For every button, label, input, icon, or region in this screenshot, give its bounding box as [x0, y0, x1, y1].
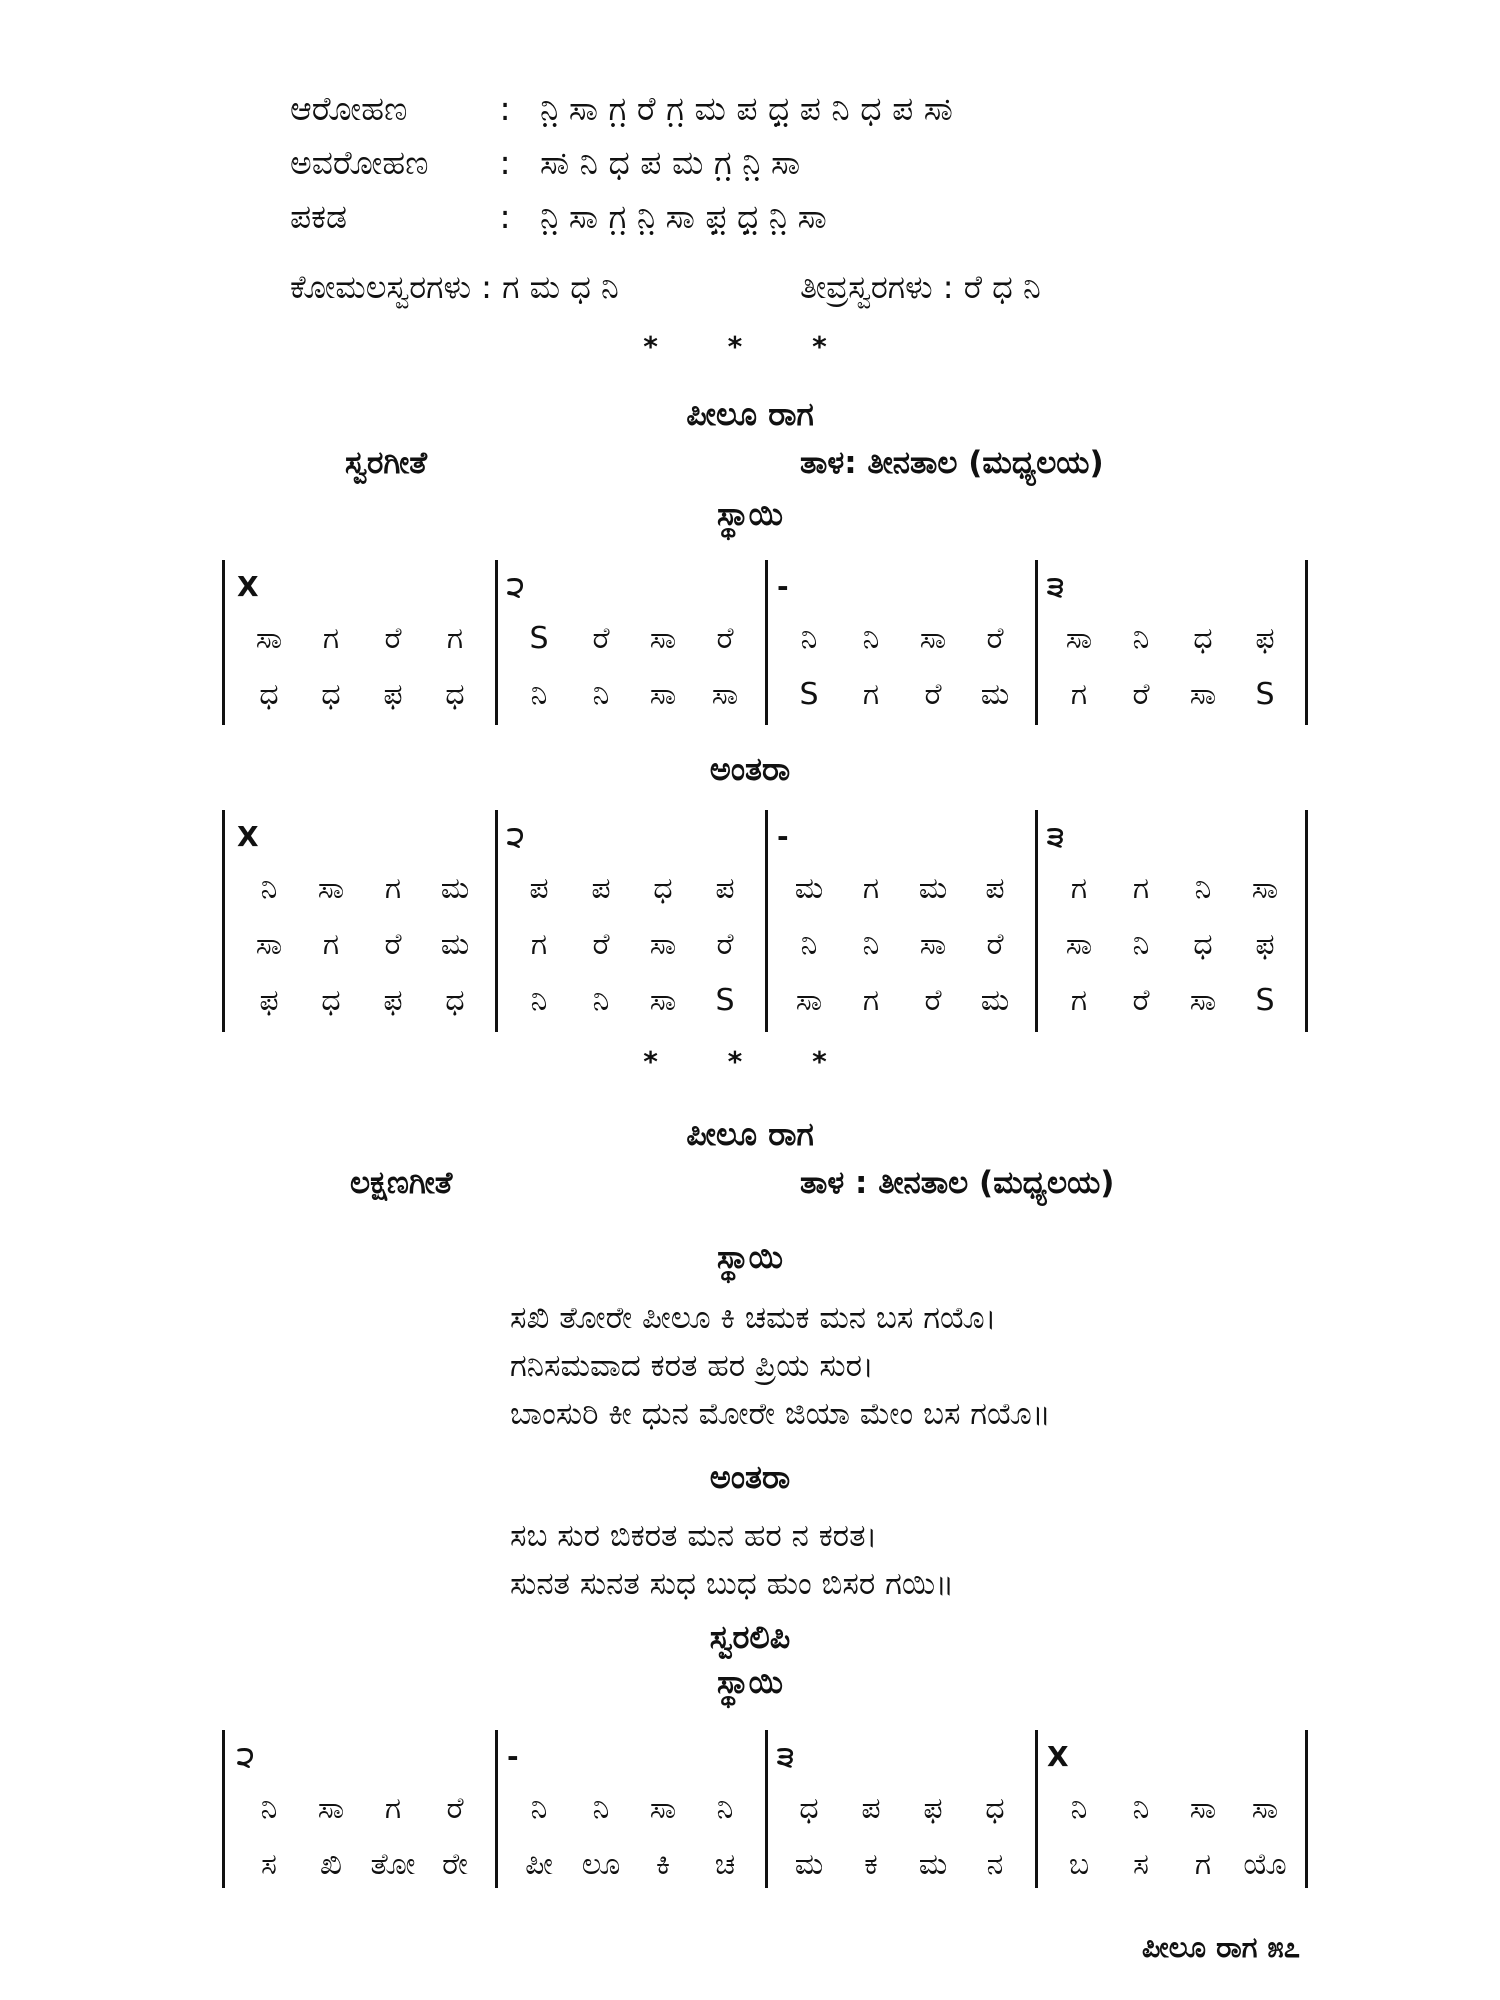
pakad-colon: : [499, 197, 511, 236]
antara-lyric-line-2: ಸುನತ ಸುನತ ಸುಧ ಬುಧ ಹುಂ ಬಿಸರ ಗಯಿ॥ [510, 1566, 955, 1602]
swara-note: ರೆ [716, 927, 734, 962]
swara-note: ಪ [715, 871, 735, 906]
swara-note: ನಿ [592, 677, 610, 712]
swara-note: ಮ [918, 871, 948, 906]
avaroha-row [290, 140, 800, 186]
swara-note: ಪೀ [525, 1847, 553, 1882]
swara-note: S [529, 621, 549, 656]
lakshana-swara-grid [222, 1730, 1308, 1888]
swara-note: ಸ [261, 1847, 277, 1882]
section1-tala: ತಾಳ: ತೀನತಾಲ (ಮಧ್ಯಲಯ) [800, 445, 1104, 481]
swara-note: ಧ [985, 1791, 1005, 1826]
swara-note: S [715, 983, 735, 1018]
swara-note: ನಿ [530, 677, 548, 712]
section1-antara-heading: ಅಂತರಾ [709, 750, 791, 788]
swara-note: ಗ [446, 621, 464, 656]
swara-note: ನಿ [1132, 927, 1150, 962]
swara-note: ರೆ [592, 927, 610, 962]
swara-note: ನಿ [862, 621, 880, 656]
tala-mark: ੩ [1047, 570, 1065, 603]
tala-marks-row [225, 810, 1305, 864]
swara-note: ರೆ [384, 621, 402, 656]
swara-note: ಸಾ [255, 621, 283, 656]
tala-mark: X [1047, 1740, 1069, 1773]
sthayi-lyric-line-3: ಬಾಂಸುರಿ ಕೀ ಧುನ ಮೋರೇ ಜಿಯಾ ಮೇಂ ಬಸ ಗಯೊ॥ [510, 1396, 1051, 1432]
swara-note: ಮ [794, 1847, 824, 1882]
tala-marks-row [225, 1730, 1305, 1784]
section1-title: ಪೀಲೂ ರಾಗ [686, 395, 814, 433]
swara-note: ರೆ [716, 621, 734, 656]
swara-note: ನಿ [1194, 871, 1212, 906]
tala-mark: ੨ [507, 820, 525, 853]
swara-note: ಸಾ [255, 927, 283, 962]
section2-type: ಲಕ್ಷಣಗೀತೆ [350, 1165, 453, 1201]
swara-note: ರೆ [986, 927, 1004, 962]
swara-note: ನಿ [1132, 621, 1150, 656]
swara-note: ನಿ [1070, 1791, 1088, 1826]
swara-note: ಪ [529, 871, 549, 906]
swara-note: ನಿ [260, 871, 278, 906]
tala-mark: - [777, 570, 789, 603]
swara-note: ಕಿ [655, 1847, 671, 1882]
swara-note: ರೆ [446, 1791, 464, 1826]
swara-note: ಸಾ [317, 1791, 345, 1826]
swara-note: ಸಾ [1189, 983, 1217, 1018]
swara-note: ಗ [384, 871, 402, 906]
swara-note: ನಿ [530, 1791, 548, 1826]
page-footer: ಪೀಲೂ ರಾಗ ೫೭ [1141, 1930, 1300, 1964]
pakad-notes: ನಿ಼ ಸಾ ಗ಼ ನಿ಼ ಸಾ ಫ಼ ಧ಼ ನಿ಼ ಸಾ [540, 197, 827, 236]
swara-note: S [1255, 983, 1275, 1018]
swara-note: ಕ [864, 1847, 878, 1882]
swara-note: ಸಾ [919, 927, 947, 962]
notation-row [225, 612, 1305, 666]
swara-note: ಫ [923, 1791, 943, 1826]
swara-note: ಗ [322, 927, 340, 962]
swara-note: ಸಾ [1251, 871, 1279, 906]
swara-note: ಯೊ [1243, 1847, 1287, 1882]
swara-note: ಸಾ [919, 621, 947, 656]
swara-note: ಸಾ [711, 677, 739, 712]
swara-note: ಸಾ [649, 621, 677, 656]
teevra-swaras: ತೀವ್ರಸ್ವರಗಳು : ರೆ ಧ ನಿ [800, 268, 1041, 306]
swara-note: ನಿ [530, 983, 548, 1018]
swara-note: ಮ [980, 677, 1010, 712]
separator-stars-2: * * * [643, 1045, 857, 1078]
antara-swara-grid [222, 810, 1308, 1032]
swara-note: ಪ [985, 871, 1005, 906]
section2-title: ಪೀಲೂ ರಾಗ [686, 1115, 814, 1153]
swara-note: ನಿ [800, 927, 818, 962]
swara-note: ತೋ [370, 1847, 416, 1882]
swara-note: ಚ [714, 1847, 736, 1882]
swara-note: ನಿ [592, 1791, 610, 1826]
swara-note: S [1255, 677, 1275, 712]
swara-note: ಗ [1070, 983, 1088, 1018]
swara-note: ನಿ [800, 621, 818, 656]
swara-note: ಧ [445, 983, 465, 1018]
swara-note: ಫ [383, 983, 403, 1018]
section2-tala: ತಾಳ : ತೀನತಾಲ (ಮಧ್ಯಲಯ) [800, 1165, 1115, 1201]
swara-note: ಸಾ [649, 983, 677, 1018]
swara-note: ಪ [591, 871, 611, 906]
swara-note: ನಿ [260, 1791, 278, 1826]
swara-note: ಗ [322, 621, 340, 656]
section2-sthayi2-heading: ಸ್ಥಾಯಿ [717, 1663, 783, 1701]
avaroha-notes: ಸಾ̇ ನಿ ಧ ಪ ಮ ಗ಼ ನಿ಼ ಸಾ [540, 143, 801, 182]
swara-note: ಗ [1194, 1847, 1212, 1882]
tala-mark: - [507, 1740, 519, 1773]
notation-row [225, 974, 1305, 1028]
tala-mark: ੨ [507, 570, 525, 603]
swara-note: ಸಾ [1251, 1791, 1279, 1826]
swara-note: ಮ [440, 871, 470, 906]
swara-note: ಫ [259, 983, 279, 1018]
swara-note: ಸ [1133, 1847, 1149, 1882]
swara-note: ಧ [321, 983, 341, 1018]
swara-note: ಖಿ [319, 1847, 343, 1882]
swara-note: ಸಾ [1189, 677, 1217, 712]
swara-note: ಸಾ [649, 677, 677, 712]
swara-note: ಸಾ [795, 983, 823, 1018]
notation-row [225, 918, 1305, 972]
swara-note: ರೇ [442, 1847, 468, 1882]
sthayi-lyric-line-1: ಸಖಿ ತೋರೇ ಪೀಲೂ ಕಿ ಚಮಕ ಮನ ಬಸ ಗಯೊ। [510, 1300, 997, 1336]
swara-note: ಗ [1070, 871, 1088, 906]
swara-note: ಮ [980, 983, 1010, 1018]
swaralipi-heading: ಸ್ವರಲಿಪಿ [709, 1618, 791, 1656]
swara-note: ಗ [862, 871, 880, 906]
swara-note: ರೆ [986, 621, 1004, 656]
swara-note: ನಿ [862, 927, 880, 962]
swara-note: ರೆ [384, 927, 402, 962]
tala-mark: X [237, 570, 259, 603]
swara-note: ಮ [440, 927, 470, 962]
swara-note: ಧ [1193, 927, 1213, 962]
sthayi-swara-grid [222, 560, 1308, 725]
aroha-row [290, 86, 953, 132]
tala-mark: ੨ [237, 1740, 255, 1773]
swara-note: S [799, 677, 819, 712]
swara-note: ಮ [794, 871, 824, 906]
swara-note: ಧ [321, 677, 341, 712]
swara-note: ನ [986, 1847, 1004, 1882]
swara-note: ಧ [653, 871, 673, 906]
swara-note: ಲೂ [581, 1847, 621, 1882]
swara-note: ಗ [862, 983, 880, 1018]
tala-mark: ੩ [777, 1740, 795, 1773]
section1-type: ಸ್ವರಗೀತೆ [345, 445, 427, 481]
separator-stars: * * * [643, 330, 857, 363]
swara-note: ಗ [530, 927, 548, 962]
swara-note: ಬ [1068, 1847, 1090, 1882]
swara-note: ಸಾ [1189, 1791, 1217, 1826]
swara-note: ಗ [1070, 677, 1088, 712]
avaroha-label: ಅವರೋಹಣ [290, 143, 429, 182]
swara-note: ನಿ [1132, 1791, 1150, 1826]
tala-mark: X [237, 820, 259, 853]
section1-sthayi-heading: ಸ್ಥಾಯಿ [717, 495, 783, 533]
swara-note: ಸಾ [317, 871, 345, 906]
tala-mark: ੩ [1047, 820, 1065, 853]
swara-note: ಪ [861, 1791, 881, 1826]
pakad-label: ಪಕಡ [290, 197, 348, 236]
swara-note: ನಿ [592, 983, 610, 1018]
swara-note: ಸಾ [1065, 621, 1093, 656]
swara-note: ಧ [799, 1791, 819, 1826]
swara-note: ಸಾ [649, 1791, 677, 1826]
tala-marks-row [225, 560, 1305, 614]
komal-swaras: ಕೋಮಲಸ್ವರಗಳು : ಗ ಮ ಧ ನಿ [290, 268, 619, 306]
swara-note: ಗ [384, 1791, 402, 1826]
antara-lyric-line-1: ಸಬ ಸುರ ಬಿಕರತ ಮನ ಹರ ನ ಕರತ। [510, 1518, 878, 1554]
swara-note: ಗ [1132, 871, 1150, 906]
swara-note: ರೆ [592, 621, 610, 656]
aroha-label: ಆರೋಹಣ [290, 89, 408, 128]
swara-note: ಧ [1193, 621, 1213, 656]
swara-note: ಫ [383, 677, 403, 712]
swara-note: ಫ [1255, 621, 1275, 656]
pakad-row [290, 194, 827, 240]
notation-row [225, 1782, 1305, 1836]
swara-note: ಮ [918, 1847, 948, 1882]
avaroha-colon: : [499, 143, 511, 182]
swara-note: ರೆ [924, 983, 942, 1018]
tala-mark: - [777, 820, 789, 853]
swara-note: ಸಾ [1065, 927, 1093, 962]
section2-sthayi-heading: ಸ್ಥಾಯಿ [717, 1238, 783, 1276]
section2-antara-heading: ಅಂತರಾ [709, 1458, 791, 1496]
sthayi-lyric-line-2: ಗನಿಸಮವಾದ ಕರತ ಹರ ಪ್ರಿಯ ಸುರ। [510, 1348, 874, 1384]
swara-note: ರೆ [1132, 983, 1150, 1018]
swara-note: ಗ [862, 677, 880, 712]
swara-note: ಧ [445, 677, 465, 712]
notation-row [225, 862, 1305, 916]
swara-note: ಧ [259, 677, 279, 712]
swara-note: ಫ [1255, 927, 1275, 962]
swara-note: ನಿ [716, 1791, 734, 1826]
aroha-notes: ನಿ಼ ಸಾ ಗ಼ ರೆ ಗ಼ ಮ ಪ ಧ಼ ಪ ನಿ ಧ ಪ ಸಾ̇ [540, 89, 953, 128]
swara-note: ರೆ [924, 677, 942, 712]
aroha-colon: : [499, 89, 511, 128]
swara-note: ಸಾ [649, 927, 677, 962]
notation-row [225, 1838, 1305, 1892]
notation-row [225, 668, 1305, 722]
swara-note: ರೆ [1132, 677, 1150, 712]
